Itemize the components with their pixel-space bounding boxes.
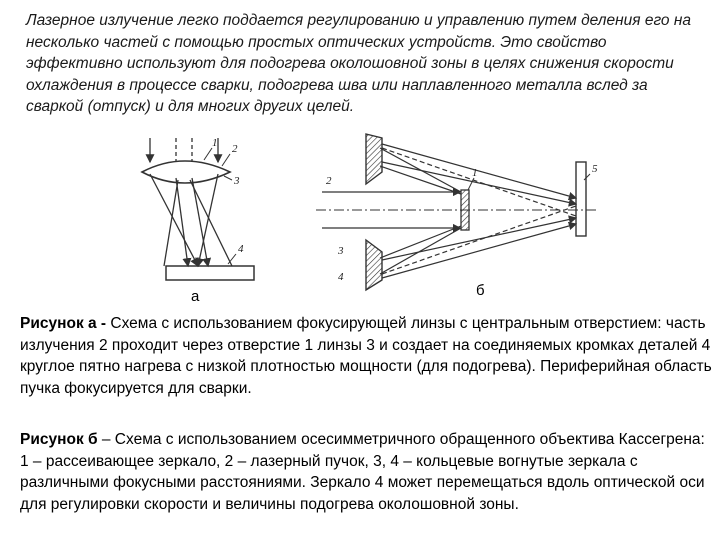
- scheme-a-number-2: 2: [232, 143, 238, 155]
- figure-label-b: б: [476, 282, 485, 299]
- caption-b: [20, 429, 712, 515]
- caption-a: [20, 313, 712, 399]
- intro-paragraph: Лазерное излучение легко поддается регулированию и управлению путем деления его на несколько частей с помощью простых оптических устройств. Это свойство эффективно используют для подогрева околошовной зоны в целях снижения скорости охлаждения в процессе сварки, подогрева шва или наплавленного металла вслед за сваркой (отпуск) и для многих других целей.: [26, 12, 692, 115]
- scheme-a-number-4: 4: [238, 243, 244, 255]
- scheme-a-number-3: 3: [234, 175, 240, 187]
- caption-a-text: Схема с использованием фокусирующей линзы с центральным отверстием: часть излучения 2 проходит через отверстие 1 линзы 3 и создает на соединяемых кромках деталей 4 круглое пятно нагрева с низкой плотностью мощности (для подогрева). Периферийная область пучка фокусируется для сварки.: [20, 315, 712, 397]
- caption-a-lead: Рисунок а -: [20, 315, 107, 332]
- optical-schemes-drawing: [120, 128, 610, 300]
- caption-b-lead: Рисунок б: [20, 431, 98, 448]
- figure-label-a: а: [191, 288, 200, 305]
- scheme-b-number-3: 3: [338, 245, 344, 257]
- scheme-b-number-5: 5: [592, 163, 598, 175]
- scheme-b-number-4: 4: [338, 271, 344, 283]
- optical-schemes-figure: [120, 128, 610, 300]
- scheme-a-drawing: [142, 138, 254, 280]
- scheme-a-number-1: 1: [212, 137, 218, 149]
- caption-b-text: – Схема с использованием осесимметричного обращенного объектива Кассегрена: 1 – рассеивающее зеркало, 2 – лазерный пучок, 3, 4 – кольцевые вогнутые зеркала с различными фокусными расстояниями. Зеркало 4 может перемещаться вдоль оптической оси для регулировки скорости и величины подогрева околошовной зоны.: [20, 431, 705, 513]
- scheme-b-number-1: 1: [472, 167, 478, 179]
- scheme-b-number-2: 2: [326, 175, 332, 187]
- scheme-b-drawing: [316, 134, 596, 290]
